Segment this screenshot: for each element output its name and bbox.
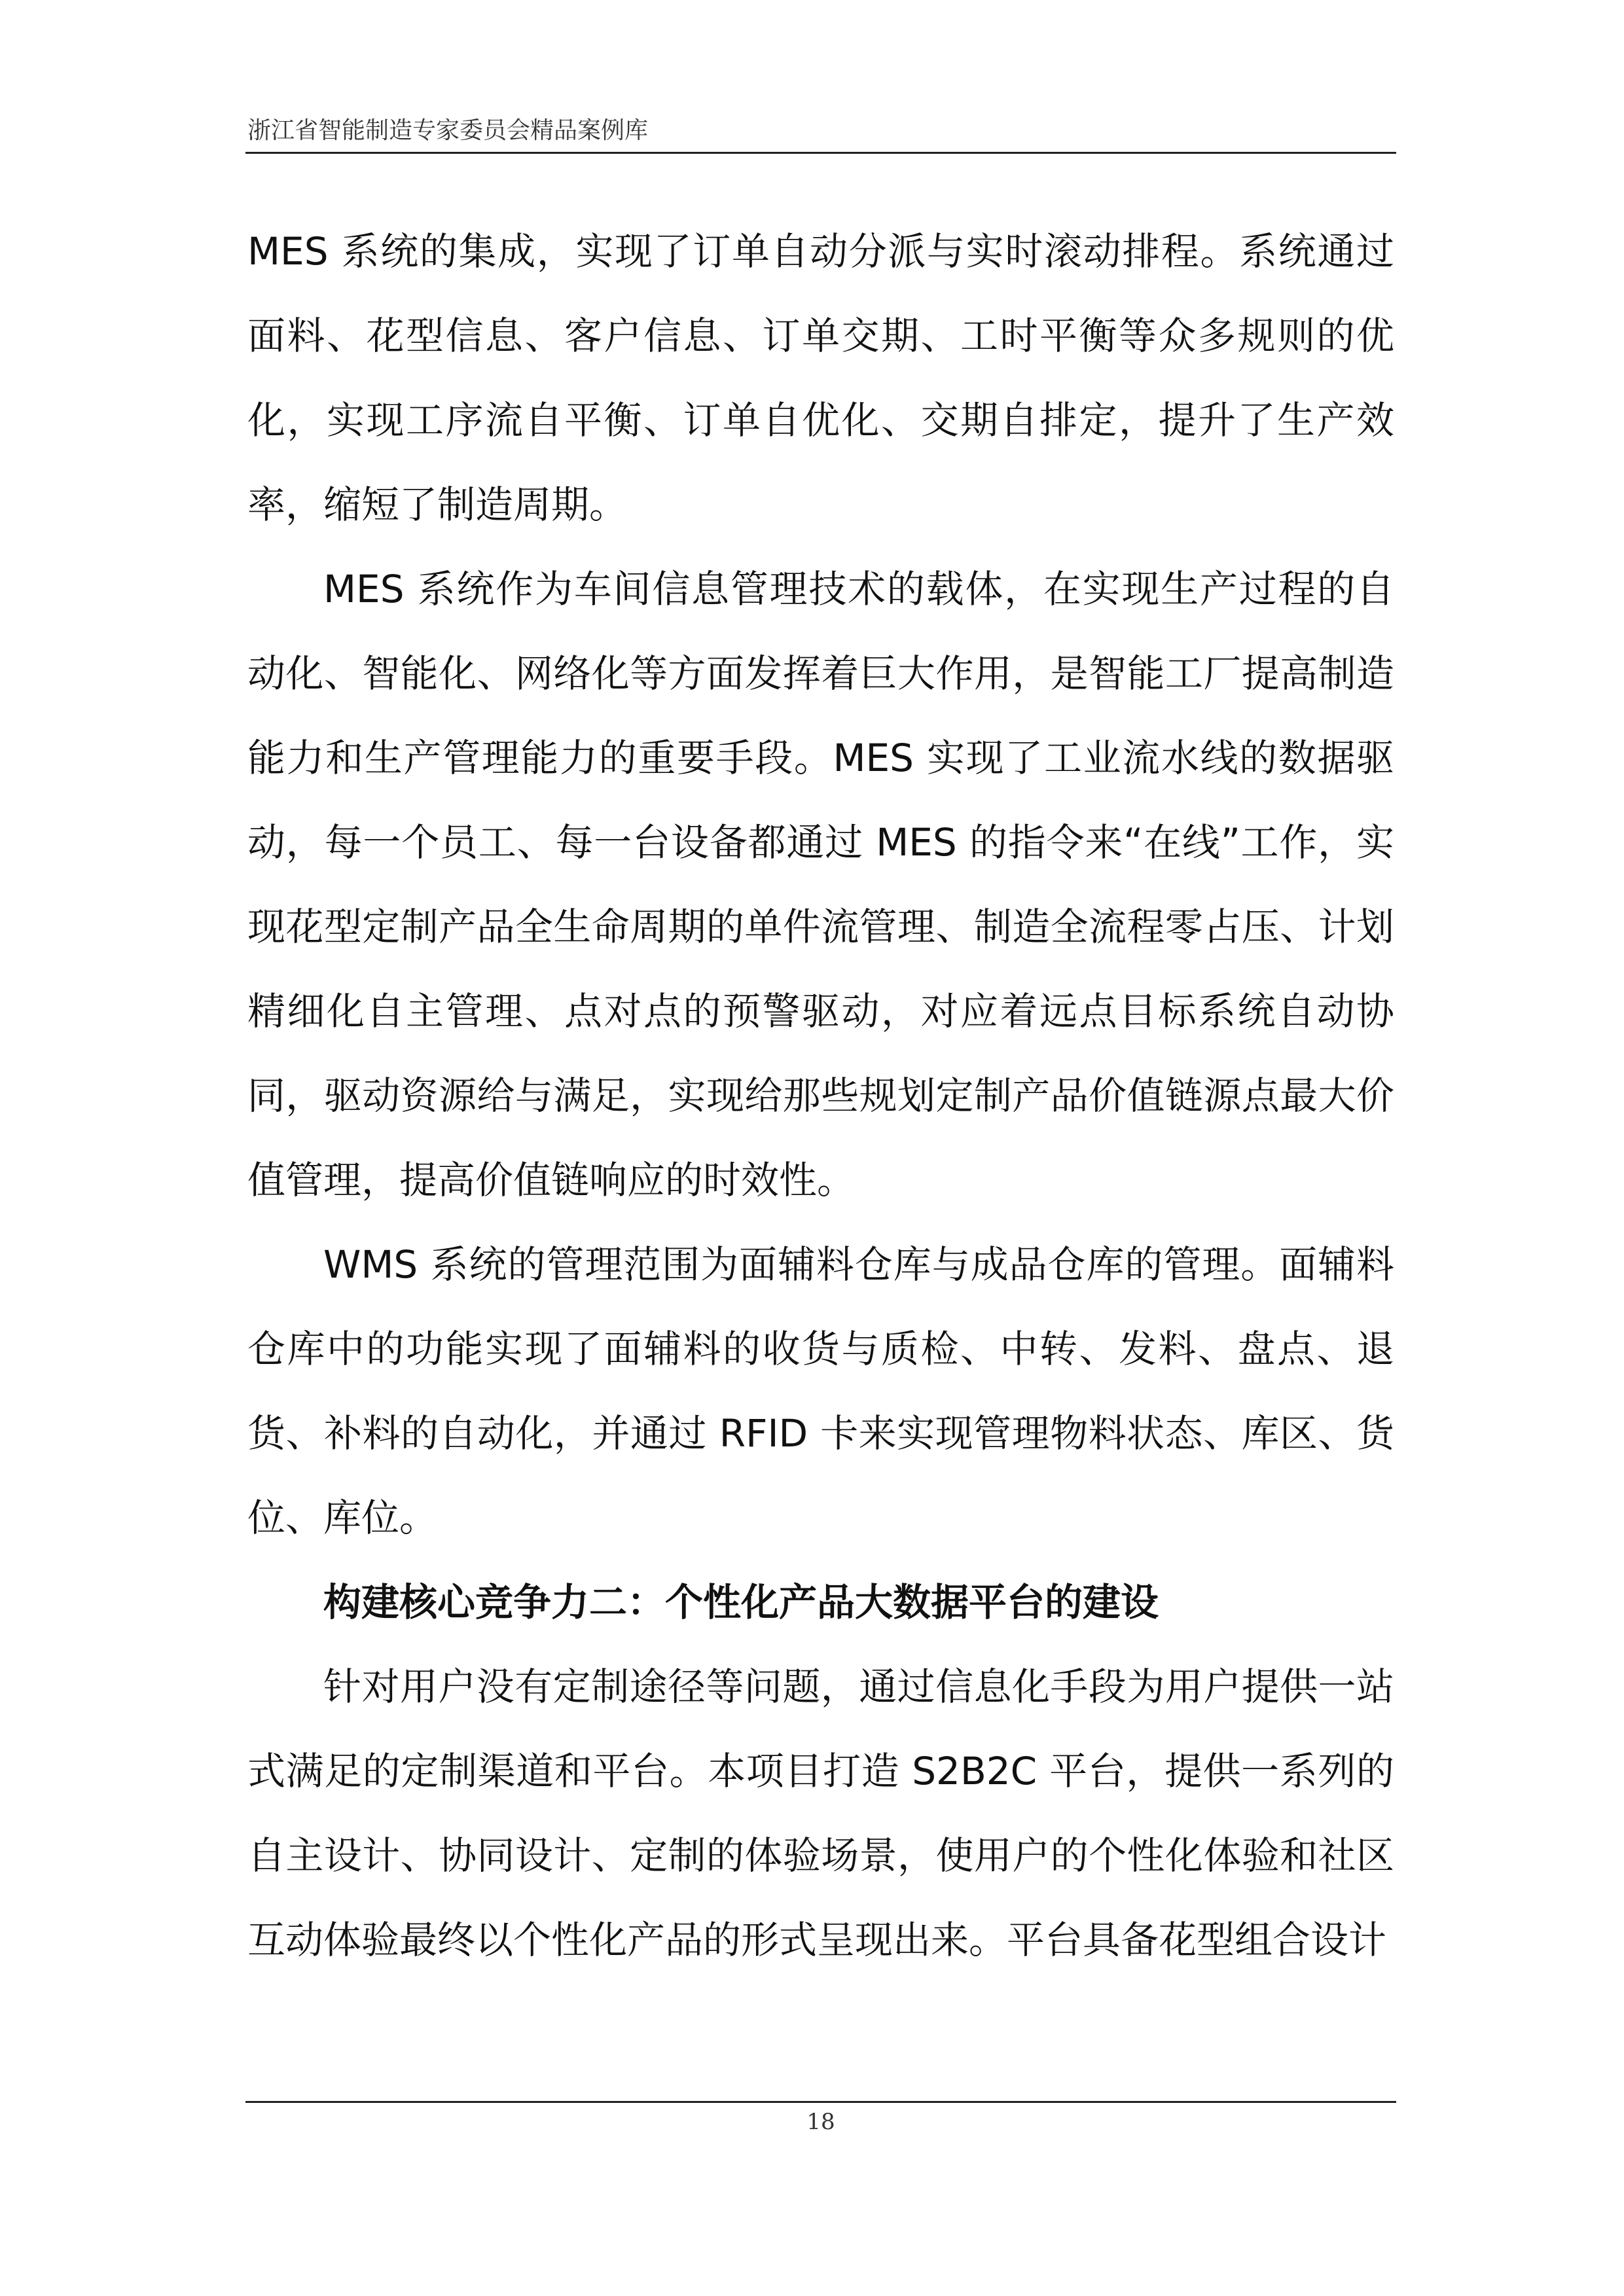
section-heading: 构建核心竞争力二：个性化产品大数据平台的建设 [323, 1580, 1159, 1624]
paragraph-mes-integration: MES 系统的集成，实现了订单自动分派与实时滚动排程。系统通过面料、花型信息、客户信息、订单交期、工时平衡等众多规则的优化，实现工序流自平衡、订单自优化、交期自排定，提升了生产效率，缩短了制造周期。 [247, 229, 1394, 527]
header-divider [245, 152, 1396, 154]
paragraph-mes-role: MES 系统作为车间信息管理技术的载体，在实现生产过程的自动化、智能化、网络化等方面发挥着巨大作用，是智能工厂提高制造能力和生产管理能力的重要手段。MES 实现了工业流水线的数据驱动，每一个员工、每一台设备都通过 MES 的指令来“在线”工作，实现花型定制产品全生命周期的单件流管理、制造全流程零占压、计划精细化自主管理、点对点的预警驱动，对应着远点目标系统自动协同，驱动资源给与满足，实现给那些规划定制产品价值链源点最大价值管理，提高价值链响应的时效性。 [247, 567, 1394, 1202]
paragraph-s2b2c-platform: 针对用户没有定制途径等问题，通过信息化手段为用户提供一站式满足的定制渠道和平台。本项目打造 S2B2C 平台，提供一系列的自主设计、协同设计、定制的体验场景，使用户的个性化体验和社区互动体验最终以个性化产品的形式呈现出来。平台具备花型组合设计 [247, 1664, 1394, 1962]
footer-divider [245, 2101, 1396, 2103]
paragraph-wms: WMS 系统的管理范围为面辅料仓库与成品仓库的管理。面辅料仓库中的功能实现了面辅料的收货与质检、中转、发料、盘点、退货、补料的自动化，并通过 RFID 卡来实现管理物料状态、库区、货位、库位。 [247, 1242, 1394, 1540]
page-number: 18 [806, 2109, 835, 2135]
body-text [247, 209, 1394, 1982]
running-header: 浙江省智能制造专家委员会精品案例库 [247, 117, 649, 144]
